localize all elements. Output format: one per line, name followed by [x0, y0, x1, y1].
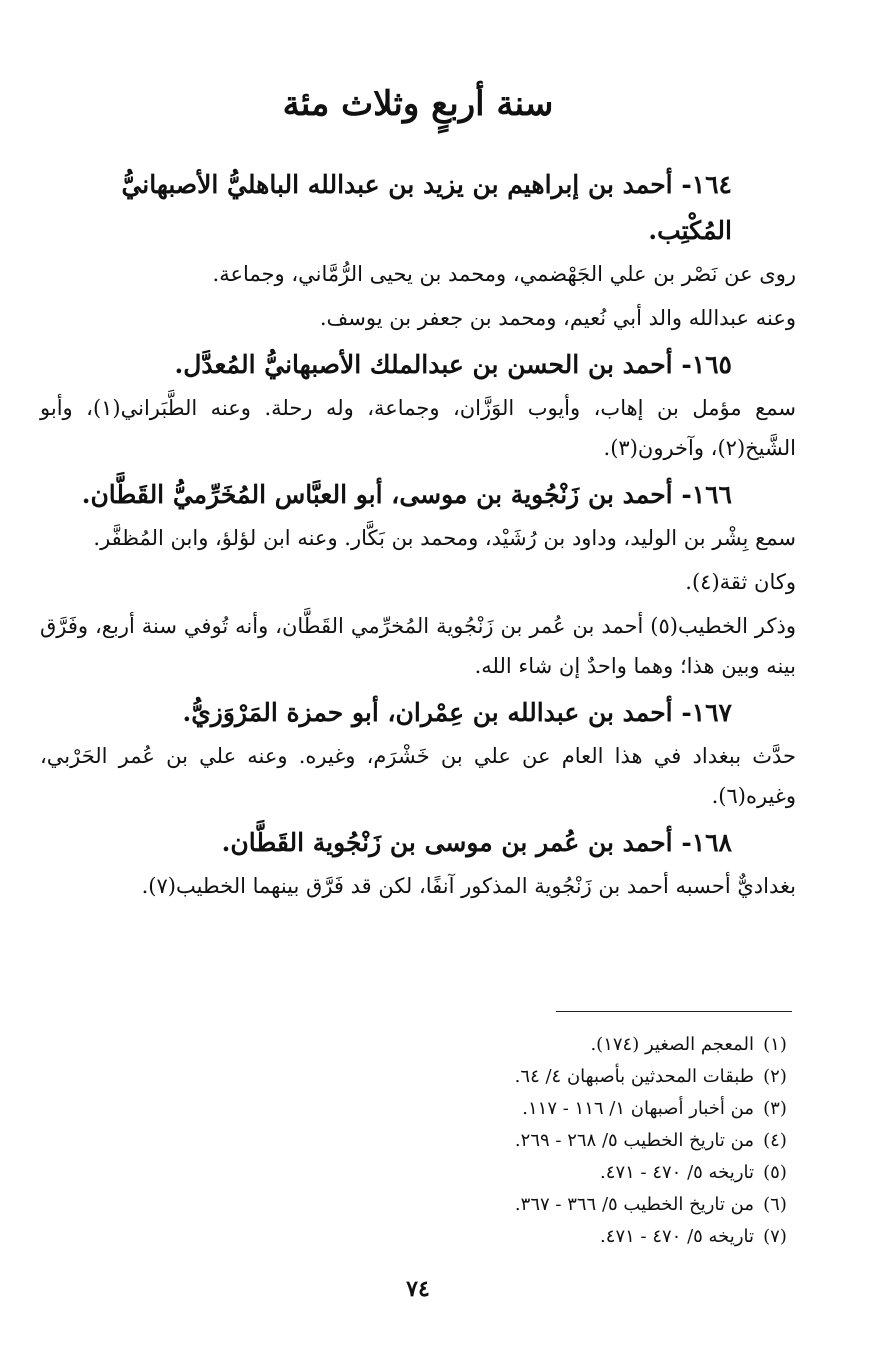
chapter-title: سنة أربعٍ وثلاث مئة — [282, 84, 554, 124]
book-page — [40, 0, 796, 1369]
footnote-number: (٤) — [763, 1130, 787, 1151]
footnote-3 — [40, 1093, 796, 1125]
entry-166-reliability: وكان ثقة(٤). — [685, 570, 796, 594]
footnote-2 — [40, 1061, 796, 1093]
page-number: ٧٤ — [406, 1276, 430, 1302]
entry-164-students: وعنه عبدالله والد أبي نُعيم، ومحمد بن جعفر بن يوسف. — [319, 306, 796, 330]
entry-heading-164: ١٦٤- أحمد بن إبراهيم بن يزيد بن عبدالله الباهليُّ الأصبهانيُّ المُكْتِب. — [121, 170, 732, 245]
entry-164-narrators: روى عن نَصْر بن علي الجَهْضمي، ومحمد بن يحيى الرُّمَّاني، وجماعة. — [212, 262, 796, 286]
entry-166-text: سمع بِشْر بن الوليد، وداود بن رُشَيْد، ومحمد بن بَكَّار. وعنه ابن لؤلؤ، وابن المُظفَّر. — [93, 526, 796, 550]
entry-165-text: سمع مؤمل بن إهاب، وأيوب الوَزَّان، وجماعة، وله رحلة. وعنه الطَّبَراني(١)، وأبو الشَّيخ(٢)، وآخرون(٣). — [40, 396, 796, 460]
footnote-5 — [40, 1157, 796, 1189]
footnote-number: (٦) — [763, 1194, 787, 1215]
footnote-number: (٣) — [763, 1098, 787, 1119]
footnote-text: طبقات المحدثين بأصبهان ٤/ ٦٤. — [514, 1066, 754, 1087]
footnote-number: (٥) — [763, 1162, 787, 1183]
entry-167-text: حدَّث ببغداد في هذا العام عن علي بن خَشْرَم، وغيره. وعنه علي بن عُمر الحَرْبي، وغيره(٦). — [40, 744, 796, 808]
footnote-4 — [40, 1125, 796, 1157]
footnote-number: (١) — [763, 1034, 787, 1055]
footnote-text: تاريخه ٥/ ٤٧٠ - ٤٧١. — [600, 1226, 754, 1247]
entry-heading-166: ١٦٦- أحمد بن زَنْجُوية بن موسى، أبو العبَّاس المُخَرِّميُّ القَطَّان. — [81, 480, 732, 509]
footnote-text: من أخبار أصبهان ١/ ١١٦ - ١١٧. — [522, 1098, 754, 1119]
entry-166-khatib-note: وذكر الخطيب(٥) أحمد بن عُمر بن زَنْجُوية المُخرِّمي القَطَّان، وأنه تُوفي سنة أربع، وفَرَّق بينه وبين هذا؛ وهما واحدٌ إن شاء الله. — [40, 614, 796, 678]
footnote-divider — [556, 1011, 792, 1012]
main-text — [40, 162, 796, 910]
footnote-text: المعجم الصغير (١٧٤). — [590, 1034, 754, 1055]
footnote-number: (٢) — [763, 1066, 787, 1087]
footnote-7 — [40, 1221, 796, 1253]
entry-heading-168: ١٦٨- أحمد بن عُمر بن موسى بن زَنْجُوية القَطَّان. — [221, 828, 732, 857]
footnote-text: تاريخه ٥/ ٤٧٠ - ٤٧١. — [600, 1162, 754, 1183]
entry-heading-165: ١٦٥- أحمد بن الحسن بن عبدالملك الأصبهانيُّ المُعدَّل. — [174, 350, 732, 379]
footnote-6 — [40, 1189, 796, 1221]
footnote-1 — [40, 1029, 796, 1061]
footnote-number: (٧) — [763, 1226, 787, 1247]
entry-heading-167: ١٦٧- أحمد بن عبدالله بن عِمْران، أبو حمزة المَرْوَزيُّ. — [182, 698, 732, 727]
footnote-text: من تاريخ الخطيب ٥/ ٢٦٨ - ٢٦٩. — [514, 1130, 754, 1151]
entry-168-text: بغداديٌّ أحسبه أحمد بن زَنْجُوية المذكور آنفًا، لكن قد فَرَّق بينهما الخطيب(٧). — [141, 874, 796, 898]
footnotes-list — [40, 1029, 796, 1253]
footnote-text: من تاريخ الخطيب ٥/ ٣٦٦ - ٣٦٧. — [514, 1194, 754, 1215]
